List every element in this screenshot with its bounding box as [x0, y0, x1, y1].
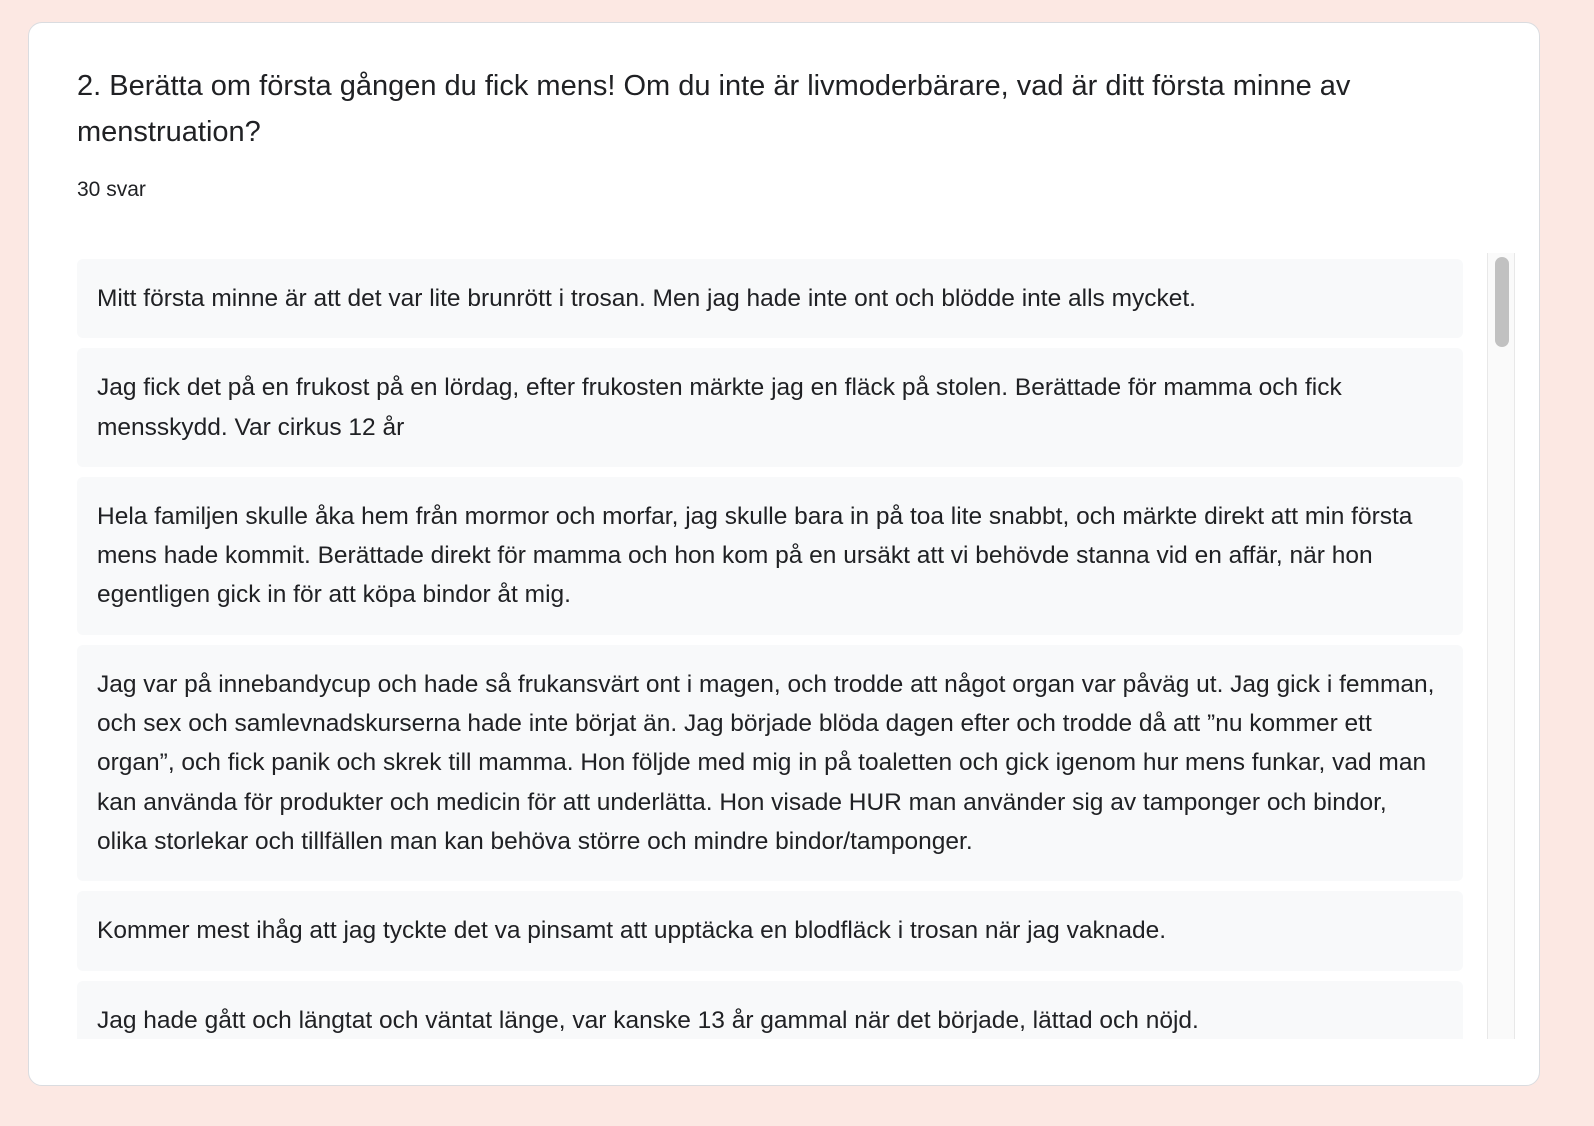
- response-item: Jag var på innebandycup och hade så frukansvärt ont i magen, och trodde att något organ var påväg ut. Jag gick i femman, och sex och samlevnadskurserna hade inte börjat än. Jag började blöda dagen efter och trodde då att ”nu kommer ett organ”, och fick panik och skrek till mamma. Hon följde med mig in på toaletten och gick igenom hur mens funkar, vad man kan använda för produkter och medicin för att underlätta. Hon visade HUR man använder sig av tamponger och bindor, olika storlekar och tillfällen man kan behöva större och mindre bindor/tamponger.: [77, 645, 1463, 881]
- question-title: 2. Berätta om första gången du fick mens! Om du inte är livmoderbärare, vad är ditt första minne av menstruation?: [77, 70, 1351, 148]
- response-item: Hela familjen skulle åka hem från mormor och morfar, jag skulle bara in på toa lite snabbt, och märkte direkt att min första mens hade kommit. Berättade direkt för mamma och hon kom på en ursäkt att vi behövde stanna vid en affär, när hon egentligen gick in för att köpa bindor åt mig.: [77, 477, 1463, 635]
- responses-scroll-area[interactable]: [77, 259, 1515, 1039]
- response-item: Jag fick det på en frukost på en lördag, efter frukosten märkte jag en fläck på stolen. Berättade för mamma och fick mensskydd. Var cirkus 12 år: [77, 348, 1463, 467]
- response-count: 30 svar: [77, 178, 146, 201]
- responses-list: [77, 259, 1463, 1039]
- question-card: [28, 22, 1540, 1086]
- response-item: Kommer mest ihåg att jag tyckte det va pinsamt att upptäcka en blodfläck i trosan när jag vaknade.: [77, 891, 1463, 970]
- scrollbar-thumb[interactable]: [1495, 257, 1509, 347]
- scrollbar-track[interactable]: [1487, 253, 1515, 1039]
- response-item: Mitt första minne är att det var lite brunrött i trosan. Men jag hade inte ont och blödde inte alls mycket.: [77, 259, 1463, 338]
- response-item: Jag hade gått och längtat och väntat länge, var kanske 13 år gammal när det började, lättad och nöjd.: [77, 981, 1463, 1039]
